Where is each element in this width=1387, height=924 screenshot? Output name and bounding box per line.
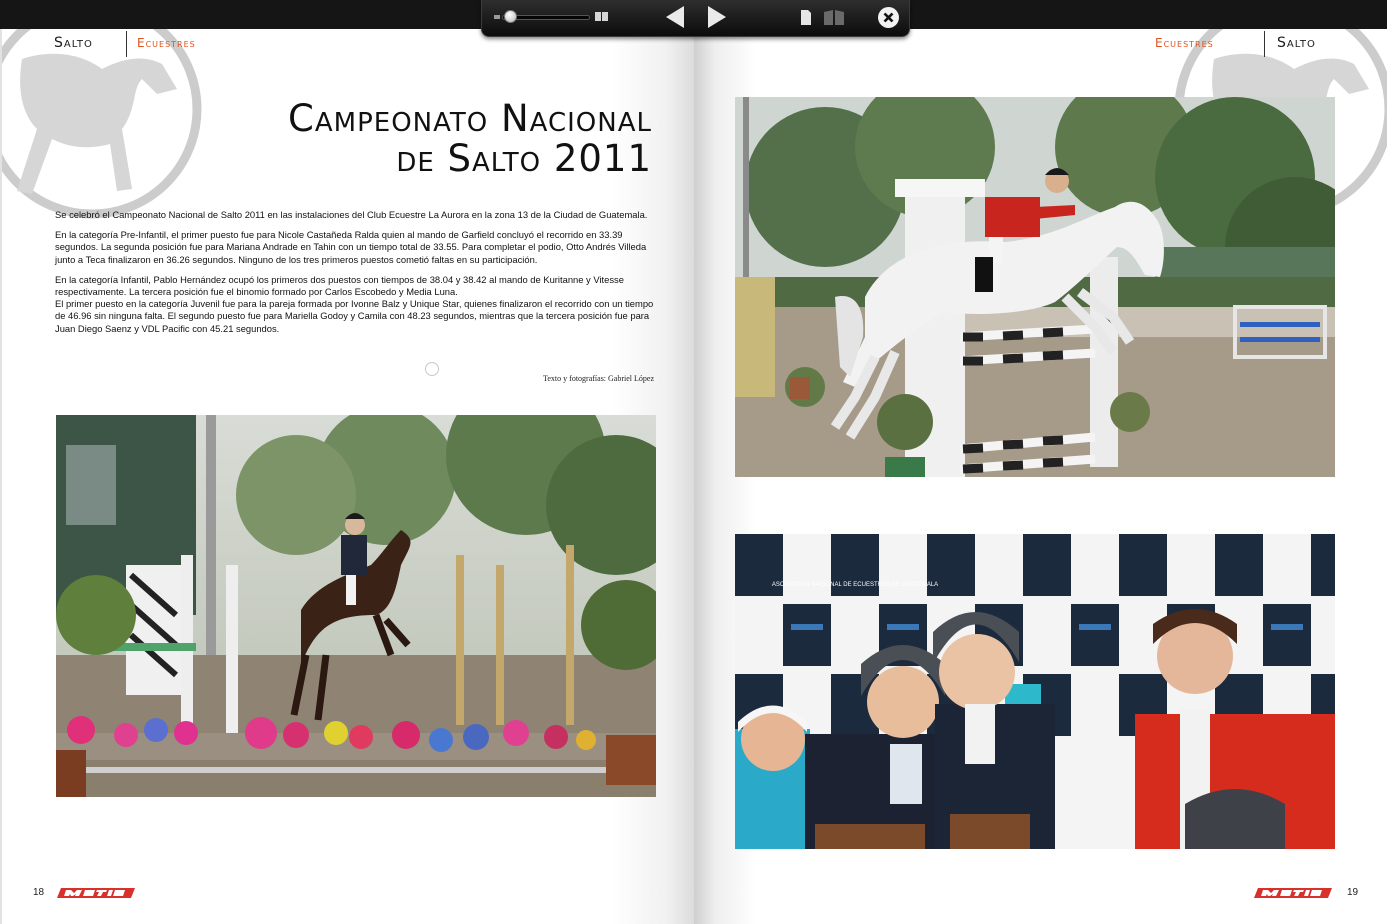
article-paragraph: Se celebró el Campeonato Nacional de Salto 2011 en las instalaciones del Club Ecuestre La Aurora en la zona 13 de la Ciudad de Guatemala. [55, 209, 648, 220]
two-page-view-icon[interactable] [823, 9, 845, 26]
next-page-icon[interactable] [706, 4, 728, 30]
motion-logo-icon [1254, 886, 1334, 900]
page-number: 19 [1347, 887, 1359, 898]
article-paragraph: En la categoría Infantil, Pablo Hernández ocupó los primeros dos puestos con tiempos de 38.04 y 38.42 al mando de Kuritanne y Vitesse respectivamente. La tercera posición fue el binomio formado por Carlos Escobedo y Media Luna. [55, 273, 624, 298]
header-divider [126, 31, 127, 57]
article-title-line-2: de Salto 2011 [396, 137, 652, 180]
article-title [102, 99, 652, 179]
article-paragraph: El primer puesto en la categoría Juvenil fue para la pareja formada por Ivonne Balz y Unique Star, quienes finalizaron el recorrido con un tiempo de 46.96 sin ninguna falta. El segundo puesto fue para Mariella Godoy y Camila con 48.23 segundos, mientras que la tercera posición fue para Juan Diego Saenz y VDL Pacific con 45.21 segundos. [55, 298, 654, 334]
header-section-label: Salto [1277, 35, 1316, 51]
article-paragraph: En la categoría Pre-Infantil, el primer puesto fue para Nicole Castañeda Ralda quien al mando de Garfield concluyó el recorrido en 33.39 segundos. La segunda posición fue para Mariana Andrade en Tahin con un tiempo total de 33.55. Para completar el podio, Otto Andrés Villeda junto a Teca finalizaron en 36.26 segundos. Ninguno de los tres primeros puestos cometió faltas en su participación. [55, 229, 647, 265]
photo-credit: Texto y fotografías: Gabriel López [543, 374, 654, 383]
photo-red-jacket-rider [735, 97, 1335, 477]
page-right [694, 29, 1387, 924]
header-subsection-label: Ecuestres [1155, 36, 1214, 50]
zoom-in-icon[interactable] [595, 12, 609, 21]
zoom-slider-handle[interactable] [504, 10, 517, 23]
motion-logo-icon [57, 886, 137, 900]
close-icon[interactable] [878, 7, 899, 28]
photo-horse-jumping-flowers [56, 415, 656, 797]
photo-podium-riders [735, 534, 1335, 849]
article-body [55, 209, 655, 343]
header-subsection-label: Ecuestres [137, 36, 196, 50]
header-section-label: Salto [54, 35, 93, 51]
single-page-view-icon[interactable] [800, 9, 812, 26]
header-divider [1264, 31, 1265, 57]
zoom-out-icon[interactable] [494, 15, 500, 19]
previous-page-icon[interactable] [664, 4, 686, 30]
page-number: 18 [33, 887, 45, 898]
page-left [0, 29, 694, 924]
viewer-toolbar [481, 0, 910, 37]
article-title-line-1: Campeonato Nacional [288, 97, 652, 140]
banner-logo-text: ASOCIACION NACIONAL DE ECUESTRES DE GUATEMALA [771, 582, 939, 588]
